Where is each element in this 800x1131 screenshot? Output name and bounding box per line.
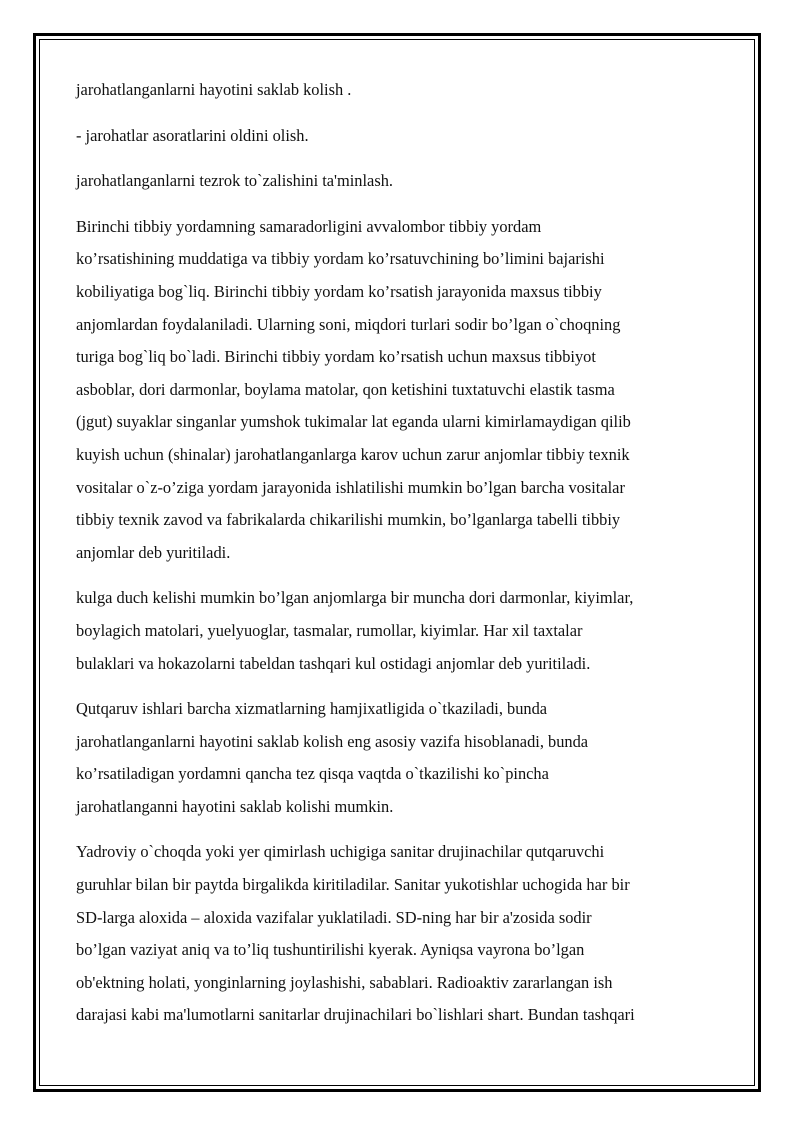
paragraph: [76, 120, 728, 153]
text-line: tibbiy texnik zavod va fabrikalarda chikarilishi mumkin, bo’lganlarga tabelli tibbiy: [76, 510, 621, 530]
text-line: kobiliyatiga bog`liq. Birinchi tibbiy yordam ko’rsatish jarayonida maxsus tibbiy: [76, 281, 602, 301]
paragraph: [76, 693, 728, 823]
paragraph: [76, 582, 728, 680]
text-line: kulga duch kelishi mumkin bo’lgan anjomlarga bir muncha dori darmonlar, kiyimlar,: [76, 588, 634, 608]
document-body: [76, 74, 728, 1045]
text-line: - jarohatlar asoratlarini oldini olish.: [76, 125, 309, 145]
text-line: vositalar o`z-o’ziga yordam jarayonida ishlatilishi mumkin bo’lgan barcha vositalar: [76, 477, 625, 497]
text-line: SD-larga aloxida – aloxida vazifalar yuklatiladi. SD-ning har bir a'zosida sodir: [76, 907, 592, 927]
paragraph: [76, 165, 728, 198]
text-line: asboblar, dori darmonlar, boylama matolar, qon ketishini tuxtatuvchi elastik tasma: [76, 379, 615, 399]
text-line: boylagich matolari, yuelyuoglar, tasmalar, rumollar, kiyimlar. Har xil taxtalar: [76, 620, 583, 640]
text-line: anjomlar deb yuritiladi.: [76, 542, 231, 562]
paragraph: [76, 74, 728, 107]
text-line: bulaklari va hokazolarni tabeldan tashqari kul ostidagi anjomlar deb yuritiladi.: [76, 653, 591, 673]
paragraph: [76, 211, 728, 570]
text-line: (jgut) suyaklar singanlar yumshok tukimalar lat eganda ularni kimirlamaydigan qilib: [76, 412, 631, 432]
text-line: Birinchi tibbiy yordamning samaradorligini avvalombor tibbiy yordam: [76, 216, 542, 236]
text-line: guruhlar bilan bir paytda birgalikda kiritiladilar. Sanitar yukotishlar uchogida har bir: [76, 875, 630, 895]
text-line: jarohatlanganni hayotini saklab kolishi mumkin.: [76, 796, 394, 816]
text-line: darajasi kabi ma'lumotlarni sanitarlar drujinachilari bo`lishlari shart. Bundan tashqari: [76, 1005, 635, 1025]
text-line: jarohatlanganlarni hayotini saklab kolish eng asosiy vazifa hisoblanadi, bunda: [76, 731, 589, 751]
paragraph: [76, 836, 728, 1032]
text-line: Yadroviy o`choqda yoki yer qimirlash uchigiga sanitar drujinachilar qutqaruvchi: [76, 842, 605, 862]
text-line: ob'ektning holati, yonginlarning joylashishi, sabablari. Radioaktiv zararlangan ish: [76, 972, 613, 992]
text-line: kuyish uchun (shinalar) jarohatlanganlarga karov uchun zarur anjomlar tibbiy texnik: [76, 444, 630, 464]
text-line: bo’lgan vaziyat aniq va to’liq tushuntirilishi kyerak. Ayniqsa vayrona bo’lgan: [76, 940, 585, 960]
text-line: jarohatlanganlarni tezrok to`zalishini ta'minlash.: [76, 171, 394, 191]
text-line: turiga bog`liq bo`ladi. Birinchi tibbiy yordam ko’rsatish uchun maxsus tibbiyot: [76, 347, 596, 367]
text-line: anjomlardan foydalaniladi. Ularning soni, miqdori turlari sodir bo’lgan o`choqning: [76, 314, 621, 334]
text-line: ko’rsatiladigan yordamni qancha tez qisqa vaqtda o`tkazilishi ko`pincha: [76, 764, 549, 784]
text-line: ko’rsatishining muddatiga va tibbiy yordam ko’rsatuvchining bo’limini bajarishi: [76, 249, 605, 269]
text-line: Qutqaruv ishlari barcha xizmatlarning hamjixatligida o`tkaziladi, bunda: [76, 699, 548, 719]
text-line: jarohatlanganlarni hayotini saklab kolish .: [76, 80, 352, 99]
